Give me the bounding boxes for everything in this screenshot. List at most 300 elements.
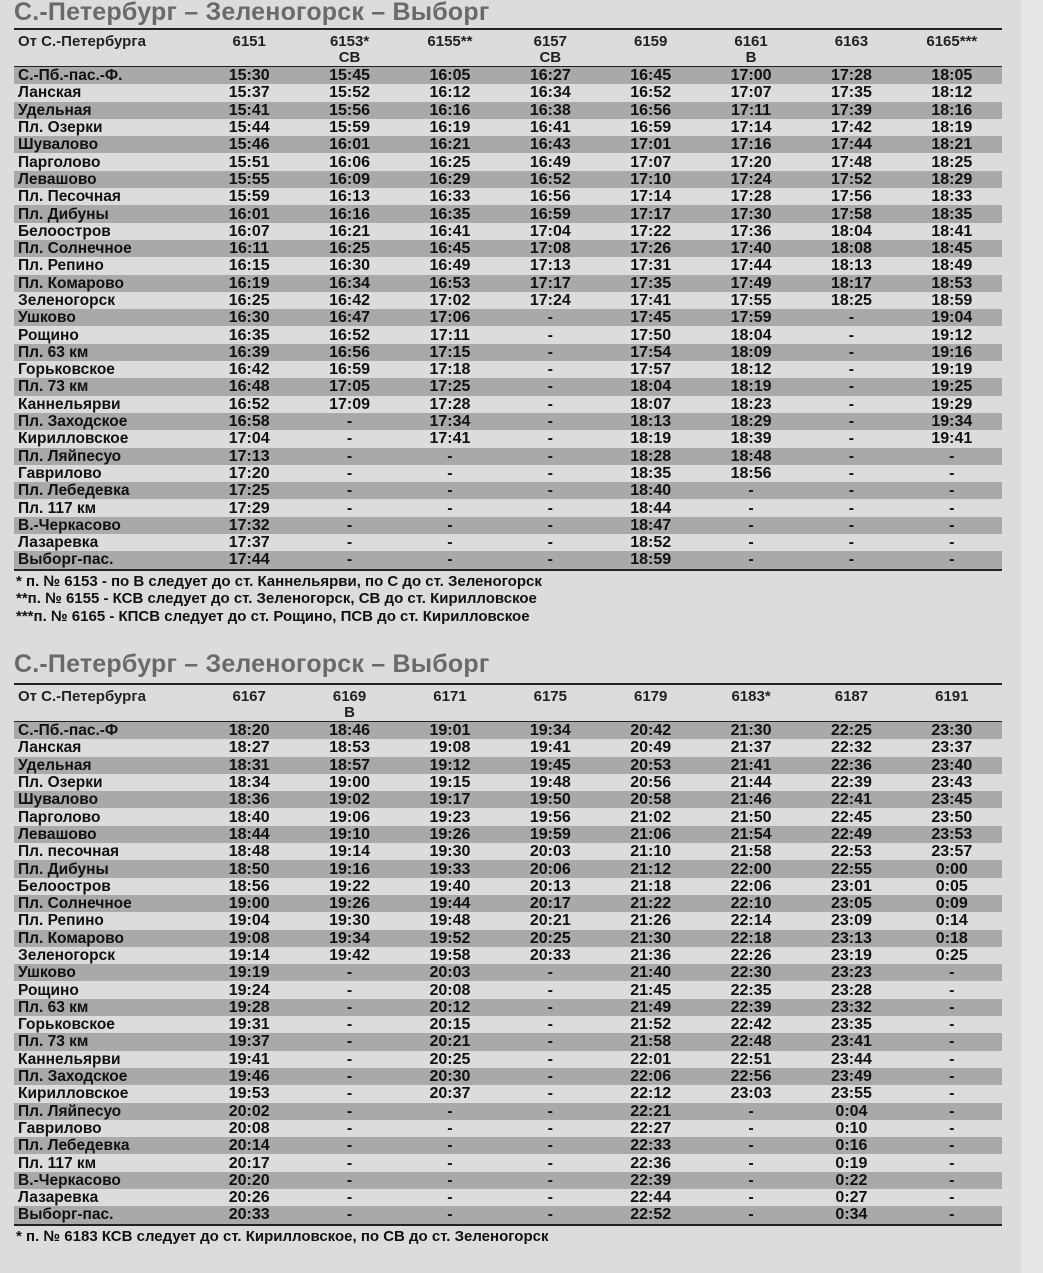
departure-time: 19:08 [228,929,270,947]
station-name: Пл. 73 км [18,378,89,396]
departure-time: 19:40 [429,877,471,895]
departure-time: 23:19 [830,947,872,964]
departure-time: 18:40 [630,482,672,500]
departure-time: 17:11 [731,101,772,119]
footnotes [14,1226,1002,1246]
station-name: Пл. Репино [18,257,104,275]
departure-time: - [547,1016,553,1034]
departure-time: - [748,551,754,569]
departure-time: 16:53 [429,274,471,292]
table-row [14,102,1002,119]
departure-time: - [447,1189,453,1207]
table-row [14,84,1002,101]
departure-time: 0:27 [835,1189,868,1207]
departure-time: 16:59 [529,205,571,223]
departure-time: - [848,413,855,431]
departure-time: 16:42 [228,361,270,379]
departure-time: 18:52 [630,534,672,552]
departure-time: - [346,964,353,982]
train-mark [801,50,901,67]
departure-time: 17:40 [730,240,772,258]
departure-time: 16:09 [329,170,371,188]
train-number-header: 6163 [834,33,869,50]
departure-time: 23:01 [830,877,872,895]
departure-time: - [346,447,353,465]
departure-time: 17:17 [630,205,672,223]
departure-time: 22:45 [830,808,872,826]
table-row [14,240,1002,257]
departure-time: - [949,482,955,500]
station-name: Пл. 63 км [18,998,89,1016]
departure-time: 18:27 [228,739,270,757]
table-row [14,499,1002,516]
departure-time: 16:52 [228,395,270,413]
departure-time: 17:54 [630,343,672,361]
departure-time: - [848,343,855,361]
table-row [14,534,1002,551]
departure-time: 17:50 [630,326,672,344]
departure-time: 18:04 [630,378,672,396]
departure-time: 21:10 [630,843,672,861]
table-row [14,1172,1002,1189]
departure-time: 22:41 [830,791,872,809]
departure-time: 18:48 [730,447,772,465]
table-row [14,1120,1002,1137]
departure-time: 22:39 [830,774,872,792]
departure-time: 18:59 [630,551,672,569]
departure-time: - [748,1171,754,1189]
table-row [14,1016,1002,1033]
departure-time: - [547,1033,553,1051]
departure-time: 15:44 [228,119,270,137]
departure-time: 20:58 [630,791,672,809]
table-row [14,808,1002,825]
departure-time: 19:31 [228,1016,270,1034]
departure-time: 18:56 [730,464,772,482]
departure-time: - [848,395,855,413]
departure-time: 23:32 [830,998,872,1016]
departure-time: 17:28 [730,188,772,206]
train-mark: СВ [299,50,399,67]
table-row [14,843,1002,860]
departure-time: 0:14 [935,912,968,930]
departure-time: 18:57 [329,756,371,774]
departure-time: 19:19 [228,964,270,982]
departure-time: 17:06 [429,309,471,327]
departure-time: - [848,430,855,448]
departure-time: 19:01 [429,722,471,740]
departure-time: 20:37 [429,1085,471,1103]
station-name: Пл. Солнечное [18,240,132,258]
departure-time: - [949,998,955,1016]
departure-time: 19:28 [228,998,270,1016]
station-name: Пл. Солнечное [18,895,132,913]
departure-time: 19:33 [429,860,471,878]
departure-time: 17:58 [830,205,872,223]
table-row [14,361,1002,378]
departure-time: 18:29 [931,170,973,188]
departure-time: 17:41 [429,430,471,448]
departure-time: 23:35 [830,1016,872,1034]
departure-time: - [748,1154,754,1172]
departure-time: - [547,1085,553,1103]
departure-time: 18:21 [931,136,973,154]
departure-time: - [949,964,955,982]
departure-time: 22:06 [730,877,772,895]
departure-time: 22:39 [730,998,772,1016]
table-row [14,912,1002,929]
departure-time: - [748,1102,754,1120]
departure-time: - [848,482,855,500]
departure-time: 22:25 [830,722,872,740]
departure-time: - [447,447,453,465]
station-column-header: От С.-Петербурга [18,688,146,705]
departure-time: - [949,534,955,552]
departure-time: 20:08 [429,981,471,999]
departure-time: 21:02 [630,808,672,826]
departure-time: 22:21 [630,1102,672,1120]
departure-time: 18:56 [228,877,270,895]
departure-time: 19:00 [228,895,270,913]
departure-time: 18:47 [630,516,672,534]
departure-time: 19:00 [329,774,371,792]
departure-time: 23:30 [931,722,973,740]
station-name: Пл. 63 км [18,343,89,361]
departure-time: 17:32 [228,516,270,534]
departure-time: 19:52 [429,929,471,947]
departure-time: 17:02 [429,292,471,309]
departure-time: - [748,1206,754,1224]
departure-time: 19:30 [329,912,371,930]
departure-time: 18:07 [630,395,672,413]
departure-time: - [949,1102,955,1120]
departure-time: 19:41 [931,430,973,448]
departure-time: 22:10 [730,895,772,913]
departure-time: 16:48 [228,378,270,396]
departure-time: 15:37 [228,84,270,102]
departure-time: 16:07 [228,222,270,240]
departure-time: 18:31 [228,756,270,774]
departure-time: 17:34 [429,413,471,431]
departure-time: 20:06 [529,860,571,878]
departure-time: 21:45 [630,981,672,999]
departure-time: 17:35 [630,274,672,292]
station-name: Белоостров [18,877,111,895]
departure-time: - [346,464,353,482]
table-row [14,153,1002,170]
departure-time: 19:15 [429,774,471,792]
departure-time: - [447,464,453,482]
departure-time: 18:44 [228,825,270,843]
departure-time: - [346,1085,353,1103]
departure-time: 17:17 [529,274,571,292]
table-row [14,1206,1002,1224]
departure-time: 20:25 [429,1050,471,1068]
departure-time: 18:05 [931,67,973,85]
departure-time: 23:43 [931,774,973,792]
departure-time: 16:33 [429,188,471,206]
station-name: Пл. Заходское [18,1068,128,1086]
footnote: **п. № 6155 - КСВ следует до ст. Зеленогорск, СВ до ст. Кирилловское [16,590,537,608]
timetable-body [14,722,1002,1225]
departure-time: 17:36 [730,222,772,240]
table-row [14,791,1002,808]
table-row [14,1033,1002,1050]
departure-time: 0:10 [835,1119,868,1137]
departure-time: 18:13 [830,257,872,275]
train-number-header: 6171 [433,688,467,705]
departure-time: 17:04 [529,222,571,240]
departure-time: 18:49 [931,257,973,275]
departure-time: 19:45 [529,756,571,774]
departure-time: 19:42 [329,947,371,964]
station-name: Пл. Ляйпесуо [18,447,122,465]
departure-time: 16:01 [329,136,371,154]
departure-time: 21:54 [730,825,772,843]
departure-time: - [547,551,553,569]
departure-time: 23:09 [830,912,872,930]
departure-time: - [848,516,855,534]
station-name: Пл. Комарово [18,274,124,292]
departure-time: - [447,1102,453,1120]
departure-time: 18:25 [931,153,973,171]
station-name: Левашово [18,825,97,843]
departure-time: - [547,964,553,982]
departure-time: 15:55 [228,170,270,188]
departure-time: 18:53 [329,739,371,757]
departure-time: - [346,1137,353,1155]
departure-time: 22:32 [830,739,872,757]
departure-time: 20:21 [429,1033,471,1051]
station-name: Кирилловское [18,1085,129,1103]
station-name: Пл. Дибуны [18,860,109,878]
departure-time: 18:48 [228,843,270,861]
departure-time: 0:34 [835,1206,868,1224]
train-number-header: 6169 [332,688,367,705]
train-mark [199,705,299,722]
departure-time: - [447,499,453,517]
table-row [14,1154,1002,1171]
departure-time: 16:34 [529,84,571,102]
footnotes [14,571,1002,626]
departure-time: - [447,1154,453,1172]
departure-time: - [547,981,553,999]
departure-time: 0:25 [935,947,968,964]
departure-time: - [949,1119,955,1137]
train-mark [601,705,701,722]
departure-time: 16:52 [329,326,371,344]
station-column-subheader [14,50,199,67]
departure-time: 16:58 [228,413,270,431]
departure-time: 17:57 [630,361,672,379]
station-name: Зеленогорск [18,947,115,964]
station-name: С.-Пб.-пас.-Ф. [18,67,123,85]
departure-time: 23:55 [830,1085,872,1103]
departure-time: 19:41 [529,739,571,757]
departure-time: - [748,1137,754,1155]
table-row [14,67,1002,85]
departure-time: - [748,516,754,534]
departure-time: 23:49 [830,1068,872,1086]
departure-time: 18:36 [228,791,270,809]
departure-time: 17:39 [830,101,872,119]
departure-time: 0:05 [935,877,968,895]
station-name: Удельная [18,101,92,119]
departure-time: 16:01 [228,205,270,223]
departure-time: 19:34 [529,722,571,740]
departure-time: 17:26 [630,240,672,258]
departure-time: - [346,499,353,517]
table-row [14,895,1002,912]
timetable-section-2 [14,650,1002,1245]
station-name: Рощино [18,326,79,344]
train-mark: В [299,705,399,722]
departure-time: 18:35 [931,205,973,223]
train-number-header: 6157 [533,33,567,50]
station-name: Рощино [18,981,79,999]
train-number-header: 6151 [232,33,266,50]
station-name: Пл. Лебедевка [18,1137,130,1155]
departure-time: - [949,551,955,569]
departure-time: 21:46 [730,791,772,809]
departure-time: 19:59 [529,825,571,843]
train-number-row [14,684,1002,705]
table-row [14,465,1002,482]
station-name: Пл. Озерки [18,119,103,137]
departure-time: 16:45 [429,240,471,258]
table-row [14,344,1002,361]
table-row [14,964,1002,981]
departure-time: 16:19 [228,274,270,292]
departure-time: 16:41 [429,222,471,240]
station-name: Ланская [18,84,82,102]
table-row [14,205,1002,222]
departure-time: 16:38 [529,101,571,119]
departure-time: 17:00 [730,67,772,85]
departure-time: 18:04 [830,222,872,240]
table-row [14,136,1002,153]
station-name: Пл. Заходское [18,413,128,431]
departure-time: 20:13 [529,877,571,895]
table-row [14,1051,1002,1068]
station-name: Зеленогорск [18,292,115,309]
departure-time: 15:41 [228,101,270,119]
departure-time: 21:58 [630,1033,672,1051]
departure-time: 21:06 [630,825,672,843]
departure-time: 22:42 [730,1016,772,1034]
departure-time: 21:40 [630,964,672,982]
table-row [14,275,1002,292]
station-name: Парголово [18,808,101,826]
station-name: В.-Черкасово [18,516,121,534]
table-row [14,378,1002,395]
departure-time: - [848,464,855,482]
departure-time: 16:35 [228,326,270,344]
departure-time: 17:44 [730,257,772,275]
departure-time: - [547,534,553,552]
departure-time: - [447,551,453,569]
departure-time: 17:29 [228,499,270,517]
departure-time: - [748,1119,754,1137]
departure-time: 16:19 [429,119,471,137]
departure-time: - [447,1137,453,1155]
station-name: Горьковское [18,1016,115,1034]
departure-time: 22:51 [730,1050,772,1068]
station-name: Пл. Комарово [18,929,124,947]
departure-time: 19:17 [429,791,471,809]
station-name: Пл. 117 км [18,1154,97,1172]
departure-time: 21:44 [730,774,772,792]
station-name: Лазаревка [18,1189,99,1207]
departure-time: 22:52 [630,1206,672,1224]
station-name: Выборг-пас. [18,551,114,569]
departure-time: 19:30 [429,843,471,861]
departure-time: 20:30 [429,1068,471,1086]
station-name: Кирилловское [18,430,129,448]
departure-time: 21:58 [730,843,772,861]
table-row [14,722,1002,740]
table-row [14,396,1002,413]
footnote: ***п. № 6165 - КПСВ следует до ст. Рощино, ПСВ до ст. Кирилловское [16,607,530,625]
train-mark [500,705,600,722]
departure-time: 19:48 [429,912,471,930]
departure-time: - [848,378,855,396]
departure-time: 20:15 [429,1016,471,1034]
departure-time: 16:30 [329,257,371,275]
departure-time: - [949,1206,955,1224]
departure-time: 15:59 [228,188,270,206]
table-row [14,981,1002,998]
departure-time: 19:58 [429,947,471,964]
station-name: Пл. Ляйпесуо [18,1102,122,1120]
table-row [14,878,1002,895]
table-row [14,1103,1002,1120]
departure-time: - [547,378,553,396]
train-number-header: 6183* [731,688,771,705]
departure-time: 20:17 [228,1154,270,1172]
station-name: Лазаревка [18,534,99,552]
table-row [14,947,1002,964]
departure-time: - [547,482,553,500]
departure-time: 22:44 [630,1189,672,1207]
station-name: Шувалово [18,136,99,154]
departure-time: 16:56 [529,188,571,206]
train-number-header: 6155** [427,33,473,50]
station-name: Гаврилово [18,1119,102,1137]
timetable-section-1 [14,0,1002,625]
departure-time: 22:35 [730,981,772,999]
departure-time: - [547,499,553,517]
departure-time: 19:16 [931,343,973,361]
train-number-header: 6161 [734,33,768,50]
departure-time: - [949,1085,955,1103]
departure-time: - [346,1102,353,1120]
departure-time: - [949,981,955,999]
departure-time: 18:50 [228,860,270,878]
station-name: Горьковское [18,361,115,379]
departure-time: 23:44 [830,1050,872,1068]
departure-time: 19:41 [228,1050,270,1068]
departure-time: - [346,413,353,431]
departure-time: - [547,395,553,413]
departure-time: 22:39 [630,1171,672,1189]
departure-time: 19:22 [329,877,371,895]
departure-time: 17:20 [730,153,772,171]
departure-time: - [949,1068,955,1086]
departure-time: 16:59 [329,361,371,379]
departure-time: 19:34 [931,413,973,431]
departure-time: 16:27 [529,67,571,85]
